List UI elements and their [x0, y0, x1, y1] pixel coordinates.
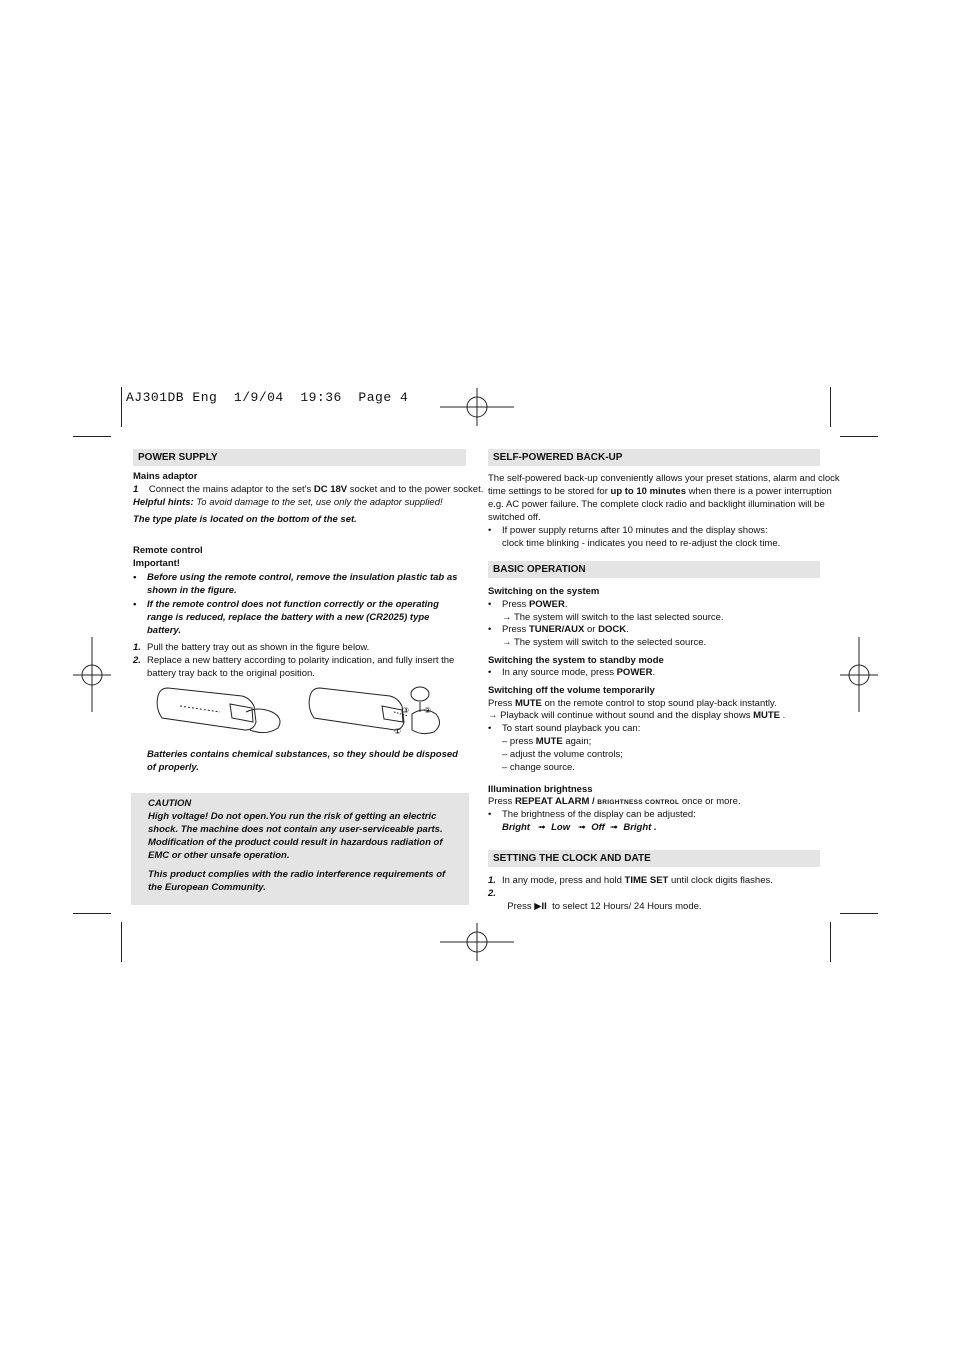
- bullet: •: [488, 809, 492, 820]
- standby-step: In any source mode, press POWER.: [502, 667, 656, 678]
- backup-bullet: •: [488, 525, 492, 536]
- caution-line5: This product complies with the radio interference requirements of: [148, 869, 446, 880]
- battery-disposal-line1: Batteries contains chemical substances, so they should be disposed: [147, 749, 458, 760]
- backup-bullet-sub: clock time blinking - indicates you need to re-adjust the clock time.: [502, 538, 781, 549]
- caution-line3: Modification of the product could result in hazardous radiation of: [148, 837, 443, 848]
- mains-step-1: 1 Connect the mains adaptor to the set's DC 18V socket and to the power socket.: [133, 484, 484, 495]
- illumination-heading: Illumination brightness: [488, 784, 593, 795]
- print-header: AJ301DB Eng 1/9/04 19:36 Page 4: [126, 390, 409, 405]
- illumination-bullet: The brightness of the display can be adjusted:: [502, 809, 696, 820]
- backup-line4: switched off.: [488, 512, 541, 523]
- bullet: •: [488, 667, 492, 678]
- caution-title: CAUTION: [148, 798, 192, 809]
- mains-adaptor-heading: Mains adaptor: [133, 471, 198, 482]
- figure-label-2: ②: [424, 706, 432, 715]
- remote-bullet-2-line2: range is reduced, replace the battery with a new (CR2025) type: [147, 612, 430, 623]
- caution-line2: shock. The machine does not contain any user-serviceable parts.: [148, 824, 443, 835]
- bullet: •: [488, 599, 492, 610]
- illumination-sequence: Bright ➟ Low ➟ Off ➟ Bright .: [502, 822, 657, 833]
- section-title-clock: SETTING THE CLOCK AND DATE: [488, 850, 820, 867]
- clock-step-2-num: 2.: [488, 888, 496, 899]
- remote-battery-figure: [150, 684, 450, 740]
- standby-heading: Switching the system to standby mode: [488, 655, 664, 666]
- mute-dash-3: – change source.: [502, 762, 575, 773]
- clock-step-2: Press ▶II to select 12 Hours/ 24 Hours mode.: [507, 901, 702, 912]
- battery-disposal-line2: of properly.: [147, 762, 199, 773]
- clock-step-1-num: 1.: [488, 875, 496, 886]
- figure-label-3: ③: [402, 706, 410, 715]
- section-title-power-supply: POWER SUPPLY: [133, 449, 466, 466]
- bullet: •: [488, 723, 492, 734]
- switch-on-step1-result: → The system will switch to the last selected source.: [502, 612, 724, 623]
- switch-on-step2: Press TUNER/AUX or DOCK.: [502, 624, 629, 635]
- illumination-line1: Press REPEAT ALARM / BRIGHTNESS CONTROL once or more.: [488, 796, 741, 807]
- figure-label-1: ①: [394, 727, 402, 736]
- remote-bullet-2-line3: battery.: [147, 625, 181, 636]
- backup-line2: time settings to be stored for up to 10 minutes when there is a power interruption: [488, 486, 832, 497]
- mute-line1: Press MUTE on the remote control to stop sound play-back instantly.: [488, 698, 777, 709]
- switch-on-step2-result: → The system will switch to the selected source.: [502, 637, 707, 648]
- type-plate-note: The type plate is located on the bottom of the set.: [133, 514, 357, 525]
- remote-bullet-2-line1: If the remote control does not function correctly or the operating: [147, 599, 439, 610]
- caution-line6: the European Community.: [148, 882, 266, 893]
- caution-line1: High voltage! Do not open.You run the risk of getting an electric: [148, 811, 437, 822]
- caution-line4: EMC or other unsafe operation.: [148, 850, 290, 861]
- section-title-backup: SELF-POWERED BACK-UP: [488, 449, 820, 466]
- remote-step-2-line1: Replace a new battery according to polarity indication, and fully insert the: [147, 655, 455, 666]
- mute-heading: Switching off the volume temporarily: [488, 685, 655, 696]
- backup-bullet-text: If power supply returns after 10 minutes and the display shows:: [502, 525, 768, 536]
- remote-step-1-num: 1.: [133, 642, 141, 653]
- switch-on-step1: Press POWER.: [502, 599, 568, 610]
- remote-bullet-1-line2: shown in the figure.: [147, 585, 237, 596]
- remote-bullet-2: •: [133, 599, 137, 610]
- backup-line1: The self-powered back-up conveniently allows your preset stations, alarm and clock: [488, 473, 840, 484]
- helpful-hint: Helpful hints: To avoid damage to the set, use only the adaptor supplied!: [133, 497, 443, 508]
- remote-step-2-line2: battery tray back to the original position.: [147, 668, 315, 679]
- backup-line3: e.g. AC power failure. The complete clock radio and backlight illumination will be: [488, 499, 825, 510]
- bullet: •: [488, 624, 492, 635]
- remote-bullet-1-line1: Before using the remote control, remove the insulation plastic tab as: [147, 572, 458, 583]
- mute-dash-2: – adjust the volume controls;: [502, 749, 623, 760]
- important-label: Important!: [133, 558, 180, 569]
- remote-step-2-num: 2.: [133, 655, 141, 666]
- remote-control-heading: Remote control: [133, 545, 203, 556]
- clock-step-1: In any mode, press and hold TIME SET until clock digits flashes.: [502, 875, 773, 886]
- mute-line2: → Playback will continue without sound and the display shows MUTE .: [488, 710, 786, 721]
- remote-bullet-1: •: [133, 572, 137, 583]
- remote-step-1: Pull the battery tray out as shown in the figure below.: [147, 642, 370, 653]
- mute-dash-1: – press MUTE again;: [502, 736, 592, 747]
- play-pause-icon: ▶II: [534, 901, 547, 912]
- section-title-basic-operation: BASIC OPERATION: [488, 561, 820, 578]
- switch-on-heading: Switching on the system: [488, 586, 600, 597]
- mute-bullet: To start sound playback you can:: [502, 723, 641, 734]
